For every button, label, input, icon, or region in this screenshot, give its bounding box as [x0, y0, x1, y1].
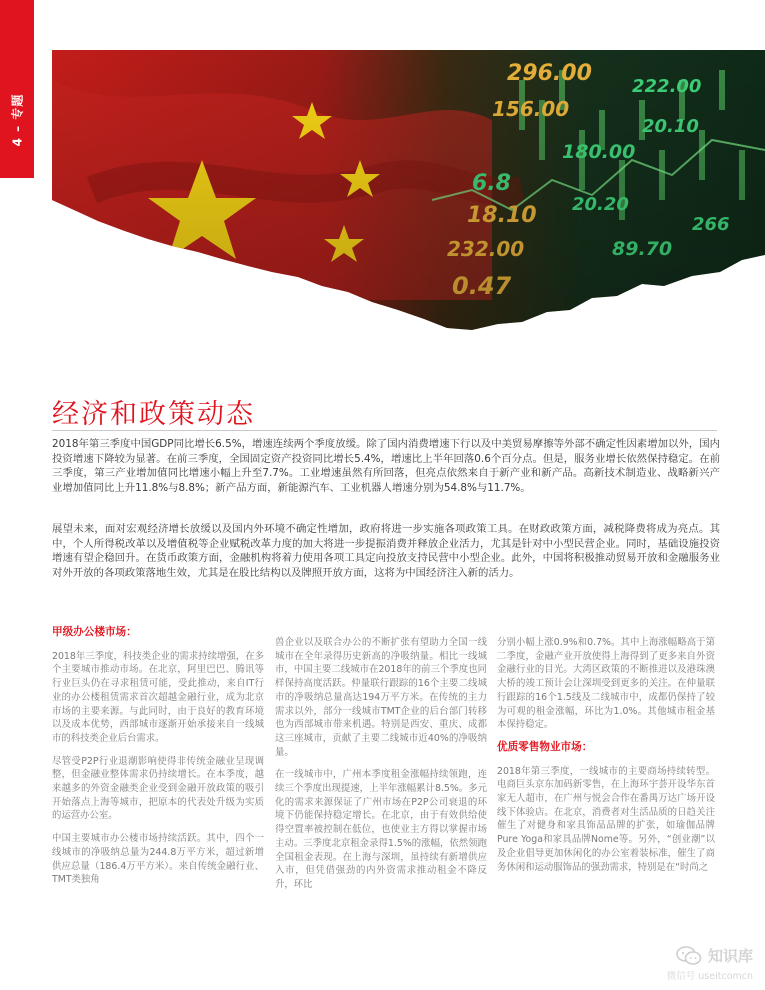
office-paragraph-1: 2018年三季度，科技类企业的需求持续增强，在多个主要城市推动市场。在北京，阿里巴巴、腾讯等行业巨头仍在寻求租赁可能，受此推动，来自IT行业的办公楼租赁需求首次超越金融行业，成为北京市场的主要来源。与此同时，由于良好的教育环境以及成本优势，西部城市逐渐开始承接来自一线城市的科技类企业后台需求。 [52, 650, 264, 744]
intro-paragraph-2: 展望未来，面对宏观经济增长放缓以及国内外环境不确定性增加，政府将进一步实施各项政策工具。在财政政策方面，减税降费将成为亮点。其中，个人所得税改革以及增值税等企业赋税改革力度的加大将进一步提振消费并释放企业活力，尤其是针对中小型民营企业。同时，基础设施投资增速有望企稳回升。在货币政策方面，金融机构将着力使用各项工具定向投放支持民营中小型企业。此外，中国将积极推动贸易开放和金融服务业对外开放的各项政策落地生效，尤其是在股比结构以及牌照开放方面，这将为中国经济注入新的活力。 [52, 523, 720, 579]
retail-market-heading: 优质零售物业市场： [497, 740, 593, 753]
office-paragraph-2: 尽管受P2P行业退潮影响使得非传统金融业呈现调整，但金融业整体需求仍持续增长。在本季度，越来越多的外资金融类企业受到金融开放政策的吸引开始落点上海等城市，把原本的代表处升级为实质的运营办公室。 [52, 755, 264, 822]
intro-paragraph-1: 2018年第三季度中国GDP同比增长6.5%，增速连续两个季度放缓。除了国内消费增速下行以及中美贸易摩擦等外部不确定性因素增加以外，国内投资增速下降较为显著。在前三季度，全国固定资产投资同比增长5.4%，增速比上半年回落0.6个百分点。但是，服务业增长依然保持稳定。在前三季度，第三产业增加值同比增速小幅上升至7.7%。工业增速虽然有所回落，但亮点依然来自于新产业和新产品。高新技术制造业、战略新兴产业增加值同比上升11.8%与8.8%；新产品方面，新能源汽车、工业机器人增速分别为54.8%与11.7%。 [52, 438, 720, 494]
office-paragraph-4: 兽企业以及联合办公的不断扩张有望助力全国一线城市在全年录得历史新高的净吸纳量。相比一线城市，中国主要二线城市在2018年的前三个季度也同样保持高度活跃。仲量联行跟踪的16个主要二线城市的净吸纳总量高达194万平方米。在传统的主力需求以外，部分一线城市TMT企业的后台部门转移也为西部城市带来机遇。特别是西安、重庆、成都这三座城市，贡献了主要二线城市近40%的净吸纳量。 [275, 637, 487, 758]
section-side-tab [0, 0, 34, 178]
office-paragraph-6: 分别小幅上涨0.9%和0.7%。其中上海涨幅略高于第二季度，金融产业开放使得上海得到了更多来自外资金融行业的目光。大湾区政策的不断推进以及港珠澳大桥的竣工预计会让深圳受到更多的关注。在仲量联行跟踪的16个1.5线及二线城市中，成都仍保持了较为可观的租金涨幅，环比为1.0%。其他城市租金基本保持稳定。 [497, 637, 715, 731]
hero-image [52, 40, 765, 340]
retail-paragraph-1: 2018年第三季度，一线城市的主要商场持续转型。电商巨头京东加码新零售，在上海环宇荟开设华东首家无人超市，在广州与悦会合作在番禺万达广场开设线下体验店。在北京，消费者对生活品质的日趋关注催生了对健身和家具饰品品牌的扩张，如瑜伽品牌Pure Yoga和家具品牌Nome等。另外，“创业潮”以及企业倡导更加休闲化的办公室着装标准，催生了商务休闲和运动服饰品的强劲需求，特别是在“时尚之 [497, 765, 715, 873]
watermark-title: 知识库 [707, 947, 753, 965]
office-paragraph-3: 中国主要城市办公楼市场持续活跃。其中，四个一线城市的净吸纳总量为244.8万平方米，超过新增供应总量（186.4万平方米）。来自传统金融行业、TMT类独角 [52, 833, 264, 886]
column-1 [52, 626, 264, 896]
watermark [667, 945, 753, 982]
hero-illustration [52, 40, 765, 340]
title-divider [52, 430, 717, 431]
office-market-heading: 甲级办公楼市场： [52, 626, 137, 638]
wechat-icon [676, 946, 702, 966]
side-tab-label: 4 – 专题 [10, 93, 25, 147]
column-3 [497, 636, 715, 883]
office-paragraph-5: 在一线城市中，广州本季度租金涨幅持续领跑，连续三个季度出现提速，上半年涨幅累计8.5%。多元化的需求来源保证了广州市场在P2P公司衰退的环境下仍能保持稳定增长。在北京，由于有效供给使得空置率被控制在低位，也使业主方得以掌握市场主动。三季度北京租金录得1.5%的涨幅，依然领跑全国租金表现。在上海与深圳，虽持续有新增供应入市，但凭借强劲的内外资需求推动租金不降反升，环比 [275, 769, 487, 890]
watermark-subtitle: 微信号 useitcomcn [666, 971, 753, 982]
section-title: 经济和政策动态 [52, 399, 255, 430]
column-2 [275, 636, 487, 901]
